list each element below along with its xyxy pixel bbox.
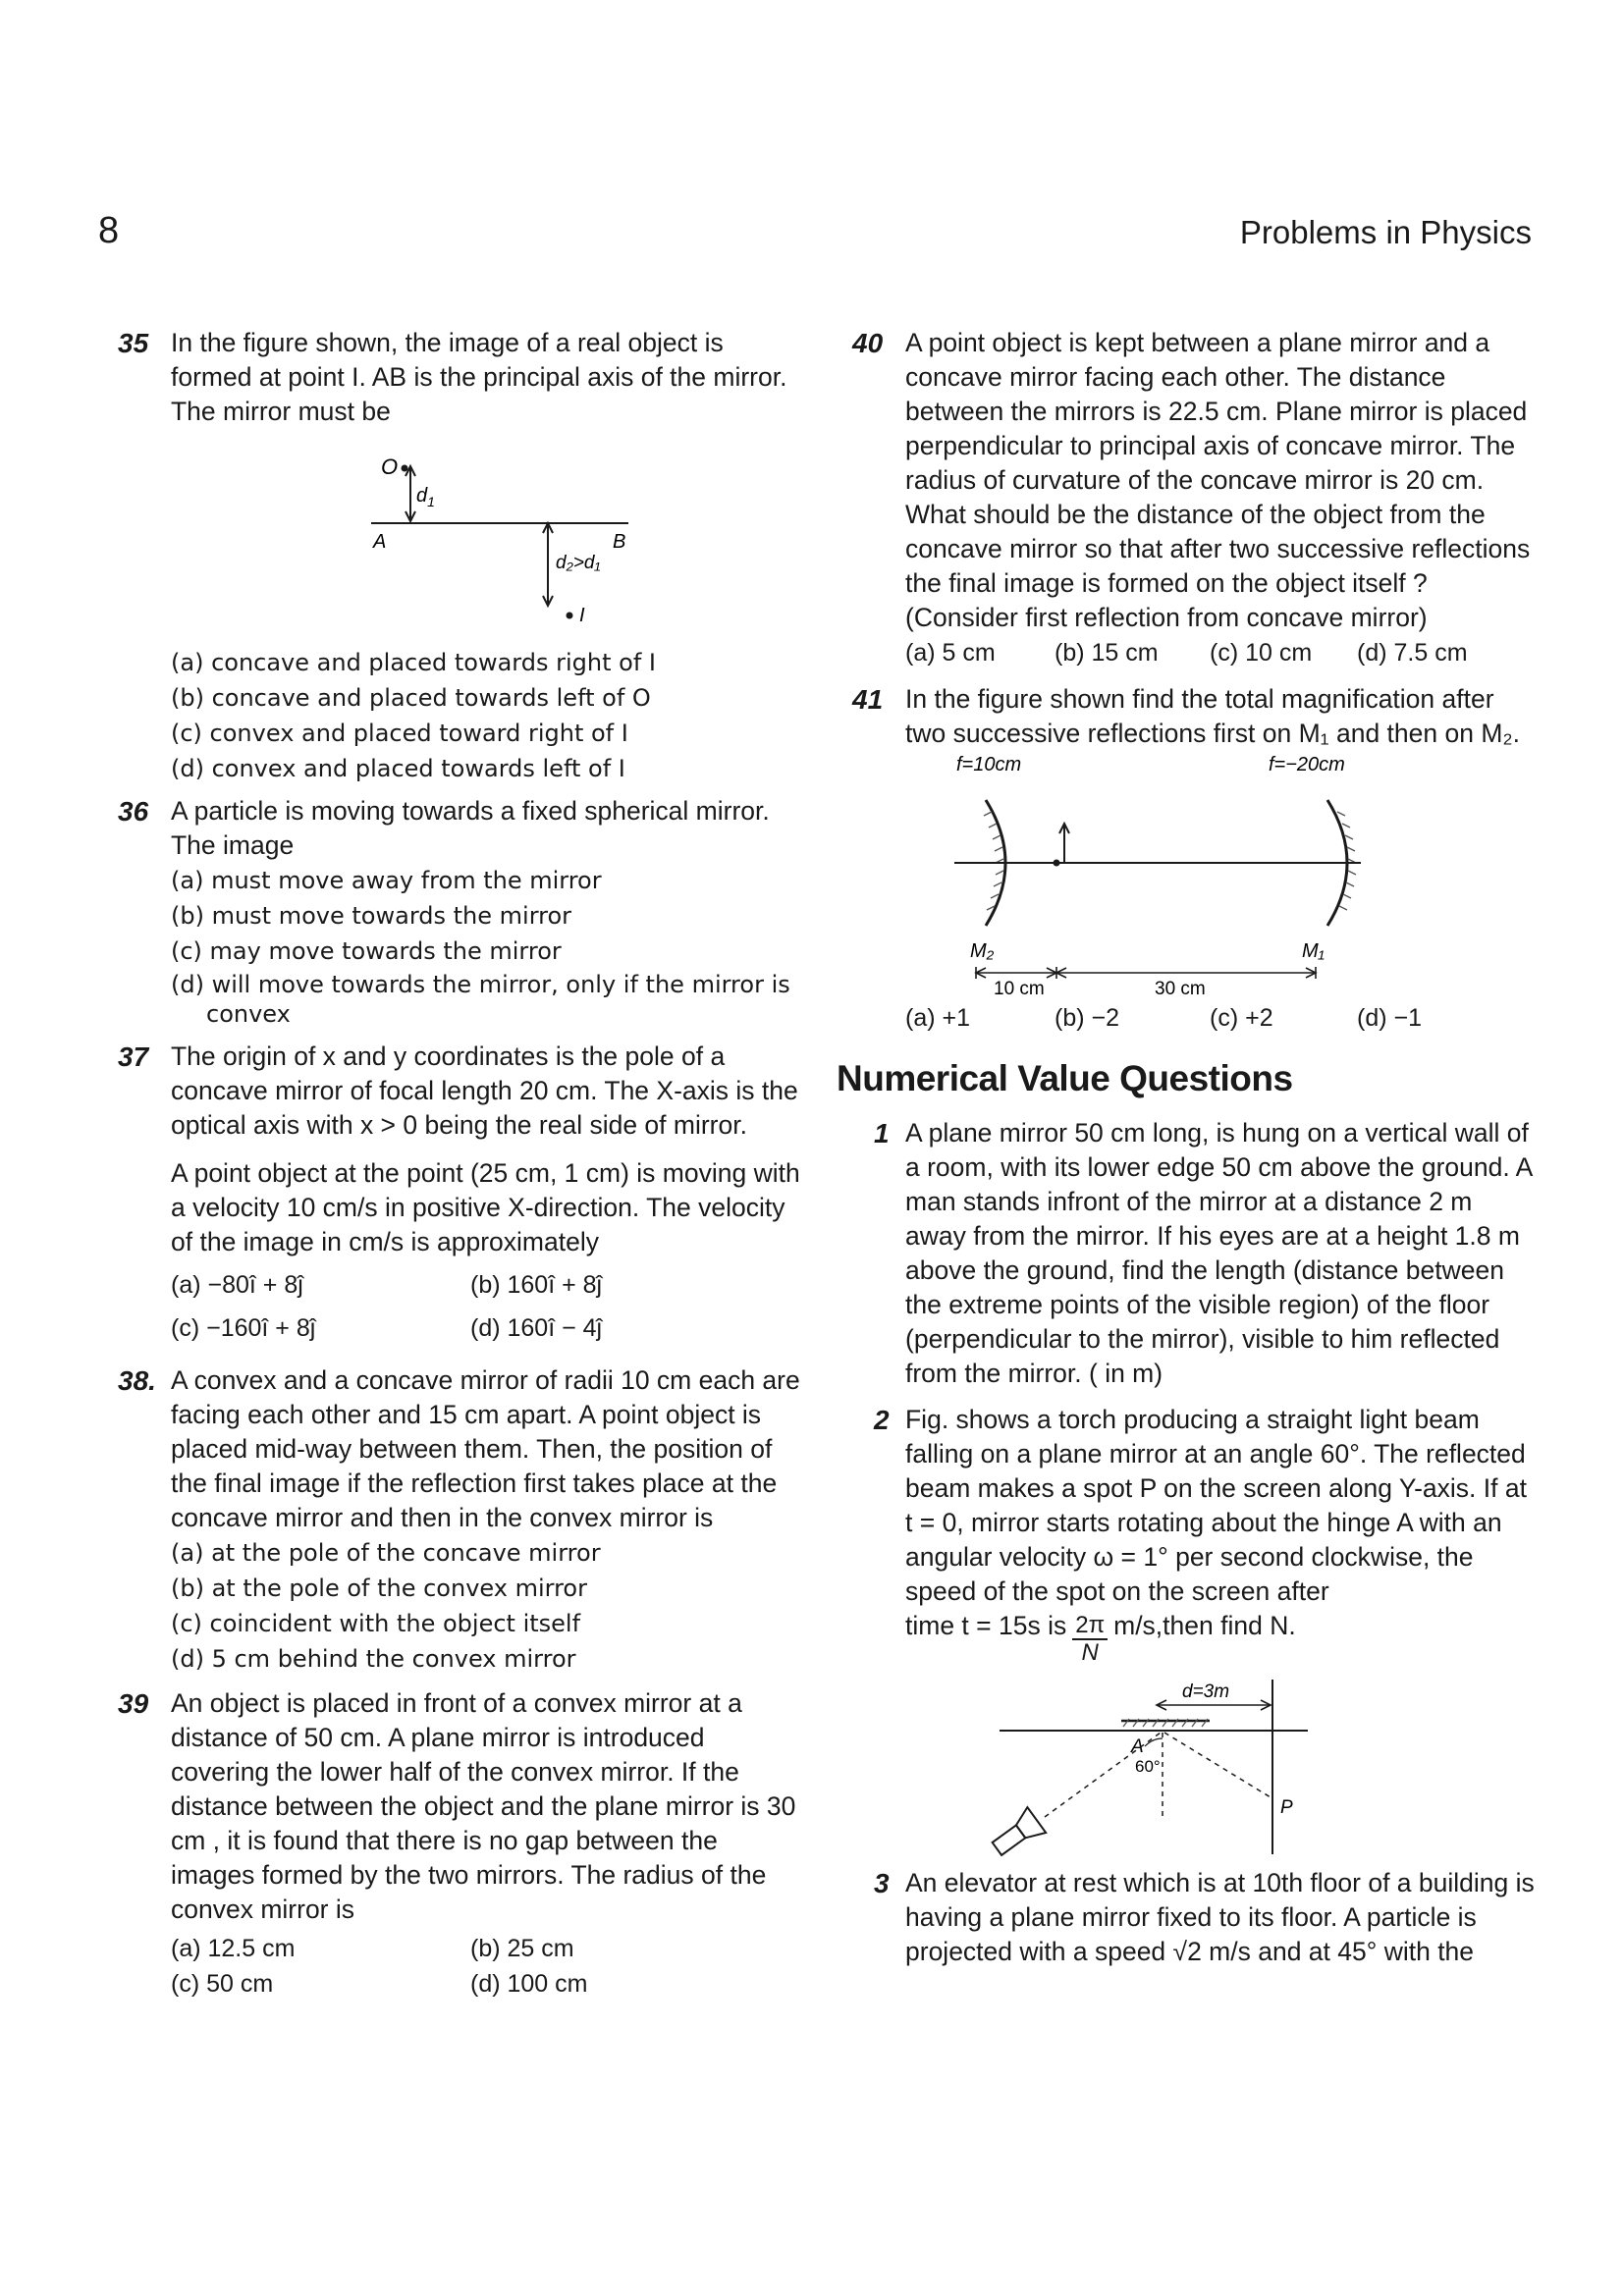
- label-m1: M₁: [1302, 940, 1325, 962]
- question-37: [118, 1040, 805, 1350]
- question-number: 36: [118, 796, 149, 827]
- focal-length-m2: f=10cm: [956, 754, 1022, 775]
- question-number: 3: [874, 1868, 890, 1898]
- question-text: A point object is kept between a plane mirror and a concave mirror facing each other. The distance between the mirrors is 22.5 cm. Plane mirror is placed perpendicular to principal axis of concave mirror. The radius of curvature of the concave mirror is 20 cm. What should be the distance of the object from the concave mirror so that after two successive reflections the final image is formed on the object itself ? (Consider first reflection from concave mirror): [905, 328, 1531, 632]
- option-c: (c) 10 cm: [1210, 639, 1313, 667]
- option-a: (a) 5 cm: [905, 639, 996, 667]
- question-text: An elevator at rest which is at 10th floor of a building is having a plane mirror fixed to its floor. A particle is projected with a speed √2 m/s and at 45° with the: [905, 1868, 1535, 1966]
- spot-label: P: [1280, 1797, 1293, 1818]
- label-d2-gt-d1: d₂>d₁: [556, 553, 601, 573]
- question-text-continued: A point object at the point (25 cm, 1 cm) is moving with a velocity 10 cm/s in positive X-direction. The velocity of the image in cm/s is approximately: [171, 1158, 800, 1256]
- option-b: (b) 160î + 8ĵ: [470, 1271, 603, 1299]
- option-c: (c) coincident with the object itself: [171, 1610, 581, 1637]
- question-number: 2: [874, 1405, 890, 1435]
- option-d: (d) will move towards the mirror, only if the mirror is: [171, 971, 790, 998]
- question-40: [852, 326, 1540, 670]
- option-c: (c) 50 cm: [171, 1970, 274, 1998]
- question-39: [118, 1686, 805, 2002]
- label-I: I: [579, 605, 585, 626]
- option-a: (a) concave and placed towards right of I: [171, 649, 656, 676]
- distance-30cm: 30 cm: [1155, 979, 1206, 999]
- option-b: (b) 25 cm: [470, 1935, 574, 1962]
- fraction-denominator: N: [1081, 1639, 1099, 1666]
- question-38: [118, 1363, 805, 1677]
- label-B: B: [613, 531, 626, 553]
- option-a: (a) +1: [905, 1004, 971, 1032]
- question-text: In the figure shown find the total magnification after two successive reflections first on M₁ and then on M₂.: [905, 684, 1521, 748]
- image-point: [567, 613, 573, 619]
- text-time: time t = 15s is: [905, 1611, 1067, 1640]
- object-point: [1054, 860, 1060, 867]
- option-b: (b) −2: [1055, 1004, 1120, 1032]
- question-text: A convex and a concave mirror of radii 10 cm each are facing each other and 15 cm apart. A point object is placed mid-way between them. Then, the position of the final image if the reflection first takes place at the concave mirror and then in the convex mirror is: [171, 1365, 800, 1532]
- reflected-beam: [1164, 1733, 1271, 1797]
- torch-icon: [988, 1807, 1046, 1861]
- question-number: 41: [852, 684, 884, 715]
- option-c: (c) −160î + 8ĵ: [171, 1314, 316, 1342]
- option-c: (c) may move towards the mirror: [171, 937, 562, 965]
- distance-10cm: 10 cm: [994, 979, 1045, 999]
- option-a: (a) 12.5 cm: [171, 1935, 296, 1962]
- option-d: (d) −1: [1357, 1004, 1423, 1032]
- question-number: 40: [852, 328, 884, 358]
- option-a: (a) −80î + 8ĵ: [171, 1271, 303, 1299]
- focal-length-m1: f=−20cm: [1269, 754, 1345, 775]
- question-36: [118, 794, 805, 1028]
- left-column: [118, 326, 805, 2002]
- question-text: In the figure shown, the image of a real object is formed at point I. AB is the principal axis of the mirror. The mirror must be: [171, 328, 787, 426]
- figure-torch-mirror: [876, 1670, 1465, 1866]
- numerical-question-2: [852, 1403, 1540, 1866]
- option-b: (b) must move towards the mirror: [171, 902, 572, 930]
- option-d: (d) 5 cm behind the convex mirror: [171, 1645, 576, 1673]
- question-number: 39: [118, 1688, 149, 1719]
- figure-mirror-axis: [308, 447, 721, 633]
- question-text: A plane mirror 50 cm long, is hung on a vertical wall of a room, with its lower edge 50 cm above the ground. A man stands infront of the mirror at a distance 2 m away from the mirror. If his eyes are at a height 1.8 m above the ground, find the length (distance between the extreme points of the visible region) of the floor (perpendicular to the mirror), visible to him reflected from the mirror. ( in m): [905, 1118, 1532, 1388]
- section-heading: Numerical Value Questions: [837, 1058, 1293, 1098]
- option-d: (d) 100 cm: [470, 1970, 588, 1998]
- label-d1: $d_1$: [416, 485, 435, 509]
- question-number: 1: [874, 1118, 890, 1148]
- option-a: (a) must move away from the mirror: [171, 867, 602, 894]
- label-O: O: [381, 454, 399, 479]
- fraction-numerator: 2π: [1072, 1613, 1108, 1640]
- numerical-question-3: [852, 1866, 1540, 1969]
- fraction: [1072, 1613, 1108, 1666]
- running-title: Problems in Physics: [1239, 214, 1532, 250]
- option-a: (a) at the pole of the concave mirror: [171, 1539, 601, 1567]
- option-c: (c) convex and placed toward right of I: [171, 720, 628, 747]
- question-text: The origin of x and y coordinates is the pole of a concave mirror of focal length 20 cm. The X-axis is the optical axis with x > 0 being the real side of mirror.: [171, 1041, 798, 1140]
- distance-label: d=3m: [1182, 1682, 1230, 1702]
- right-column: [837, 326, 1540, 1969]
- option-b: (b) 15 cm: [1055, 639, 1159, 667]
- option-d: (d) convex and placed towards left of I: [171, 755, 625, 782]
- question-text: A particle is moving towards a fixed spherical mirror. The image: [171, 796, 770, 860]
- option-b: (b) concave and placed towards left of O: [171, 684, 651, 712]
- hinge-label: A: [1131, 1736, 1144, 1757]
- option-d-continued: convex: [206, 1000, 291, 1028]
- question-number: 37: [118, 1041, 149, 1072]
- angle-label: 60°: [1135, 1757, 1161, 1776]
- figure-two-mirrors: [895, 747, 1485, 1002]
- option-c: (c) +2: [1210, 1004, 1273, 1032]
- option-d: (d) 7.5 cm: [1357, 639, 1468, 667]
- label-A: A: [373, 531, 387, 553]
- label-m2: M₂: [970, 940, 995, 962]
- question-35: [118, 326, 805, 786]
- question-number: 35: [118, 328, 149, 358]
- page-number: 8: [98, 210, 120, 251]
- object-point: [402, 465, 408, 472]
- option-d: (d) 160î − 4ĵ: [470, 1314, 603, 1342]
- question-41: [852, 682, 1540, 1036]
- numerical-question-1: [852, 1116, 1540, 1391]
- option-b: (b) at the pole of the convex mirror: [171, 1575, 587, 1602]
- question-text: An object is placed in front of a convex mirror at a distance of 50 cm. A plane mirror is introduced covering the lower half of the convex mirror. If the distance between the object and the plane mirror is 30 cm , it is found that there is no gap between the images formed by the two mirrors. The radius of the convex mirror is: [171, 1688, 796, 1924]
- question-number: 38.: [118, 1365, 156, 1396]
- question-text: Fig. shows a torch producing a straight light beam falling on a plane mirror at an angle 60°. The reflected beam makes a spot P on the screen along Y-axis. If at t = 0, mirror starts rotating about the hinge A with an angular velocity ω = 1° per second clockwise, the speed of the spot on the screen after time t = 15s is $\frac{2\pi}{N}$ m/s,then find N.: [905, 1405, 1527, 1666]
- text-speed-unit: m/s,then find N.: [1113, 1611, 1296, 1640]
